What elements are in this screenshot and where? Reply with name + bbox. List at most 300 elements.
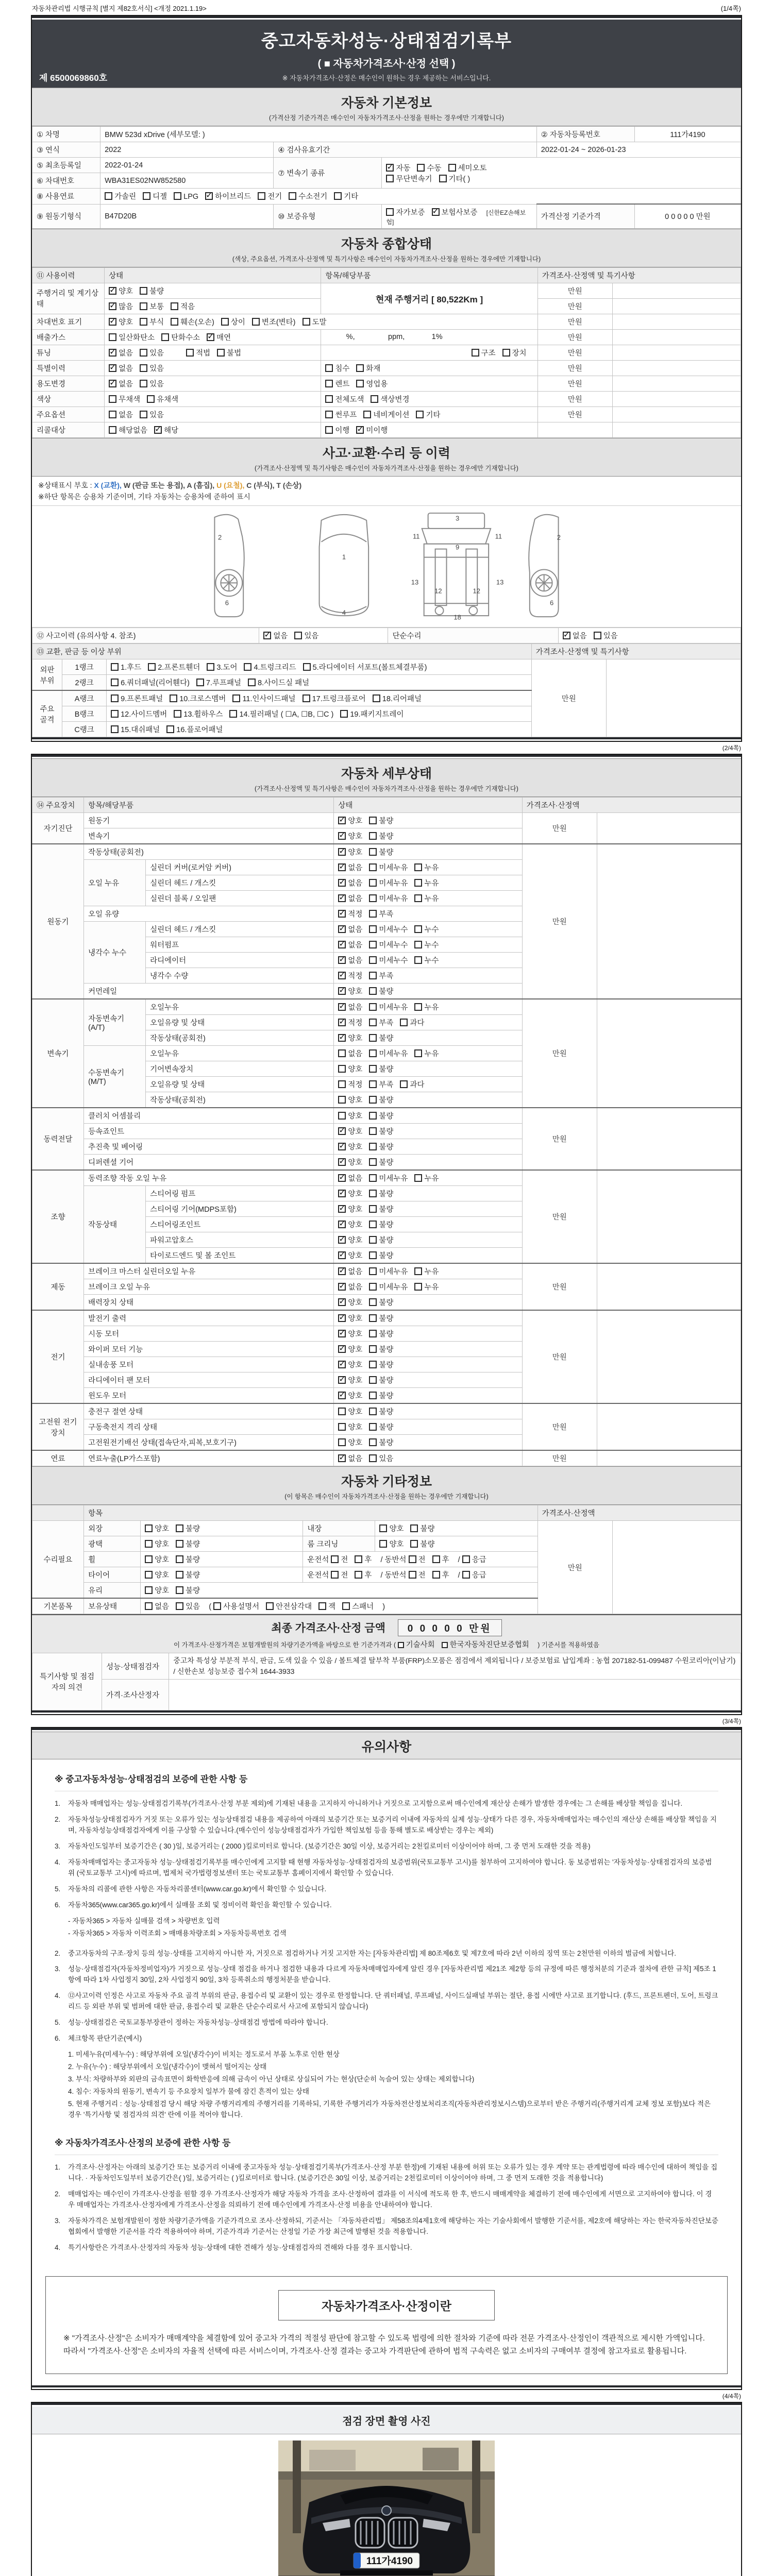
checkbox-unchecked[interactable] [221, 318, 229, 326]
checkbox-checked[interactable] [338, 863, 346, 871]
item-cell: 실린더 블록 / 오일팬 [146, 891, 334, 906]
checkbox-group-usechg-item [321, 376, 537, 391]
checkbox-unchecked[interactable] [502, 349, 510, 357]
checkbox-unchecked[interactable] [338, 1112, 346, 1120]
checkbox-unchecked[interactable] [232, 694, 240, 702]
checkbox-unchecked[interactable] [448, 164, 456, 172]
checkbox-unchecked[interactable] [369, 1019, 377, 1026]
checkbox-unchecked[interactable] [207, 663, 214, 671]
checkbox-unchecked[interactable] [196, 679, 204, 686]
option-label: 없음 [119, 364, 133, 373]
checkbox-unchecked[interactable] [145, 1555, 153, 1563]
checkbox-unchecked[interactable] [369, 1438, 377, 1446]
checkbox-checked[interactable] [154, 426, 162, 434]
checkbox-unchecked[interactable] [369, 863, 377, 871]
checkbox-option [369, 1188, 393, 1199]
checkbox-unchecked[interactable] [369, 1298, 377, 1306]
checkbox-unchecked[interactable] [338, 1423, 346, 1431]
checkbox-unchecked[interactable] [303, 318, 310, 326]
option-label: 없음 [119, 411, 133, 419]
checkbox-unchecked[interactable] [369, 1345, 377, 1353]
option-label: 적법 [196, 349, 211, 358]
checkbox-unchecked[interactable] [176, 1540, 183, 1548]
note-cell [612, 314, 741, 329]
checkbox-unchecked[interactable] [176, 1524, 183, 1532]
checkbox-unchecked[interactable] [325, 411, 333, 418]
note-cell [597, 999, 741, 1108]
checkbox-group [375, 1536, 537, 1552]
checkbox-unchecked[interactable] [414, 1003, 422, 1011]
checkbox-group [334, 1155, 522, 1171]
checkbox-option [363, 409, 409, 420]
checkbox-unchecked[interactable] [161, 333, 169, 341]
checkbox-checked[interactable] [338, 1251, 346, 1259]
checkbox-unchecked[interactable] [145, 1540, 153, 1548]
checkbox-checked[interactable] [563, 632, 570, 639]
row-label: 색상 [32, 391, 105, 406]
option-label: 매연 [216, 333, 231, 342]
checkbox-group [334, 1124, 522, 1139]
checkbox-unchecked[interactable] [170, 694, 177, 702]
checkbox-unchecked[interactable] [369, 894, 377, 902]
checkbox-option [248, 677, 309, 688]
checkbox-unchecked[interactable] [369, 1454, 377, 1462]
note-cell [612, 406, 741, 422]
checkbox-unchecked[interactable] [248, 679, 256, 686]
checkbox-unchecked[interactable] [294, 632, 302, 639]
checkbox-unchecked[interactable] [369, 1127, 377, 1135]
checkbox-group-emission [105, 329, 321, 345]
row-label: 특별이력 [32, 360, 105, 376]
checkbox-unchecked[interactable] [414, 1267, 422, 1275]
checkbox-unchecked[interactable] [432, 1571, 440, 1579]
checkbox-unchecked[interactable] [140, 380, 147, 387]
checkbox-unchecked[interactable] [340, 710, 348, 718]
checkbox-unchecked[interactable] [145, 1586, 153, 1594]
checkbox-unchecked[interactable] [174, 710, 181, 718]
checkbox-checked[interactable] [338, 1376, 346, 1384]
checkbox-unchecked[interactable] [369, 1190, 377, 1197]
checkbox-checked[interactable] [338, 941, 346, 948]
checkbox-option [338, 877, 362, 888]
checkbox-unchecked[interactable] [111, 694, 119, 702]
checkbox-unchecked[interactable] [111, 663, 119, 671]
checkbox-unchecked[interactable] [334, 192, 342, 200]
option-label: 불량 [379, 849, 394, 857]
note-cell [612, 376, 741, 391]
checkbox-checked[interactable] [338, 987, 346, 995]
checkbox-unchecked[interactable] [140, 302, 147, 310]
checkbox-unchecked[interactable] [409, 1555, 416, 1563]
checkbox-unchecked[interactable] [369, 1376, 377, 1384]
checkbox-checked[interactable] [109, 287, 116, 295]
checkbox-checked[interactable] [338, 956, 346, 964]
photo-section-title: 점검 장면 촬영 사진 [32, 2406, 741, 2434]
checkbox-unchecked[interactable] [303, 694, 310, 702]
checkbox-unchecked[interactable] [369, 1423, 377, 1431]
checkbox-option [205, 191, 251, 201]
checkbox-unchecked[interactable] [369, 1314, 377, 1322]
car-damage-diagram [32, 506, 741, 628]
checkbox-checked[interactable] [338, 1454, 346, 1462]
checkbox-unchecked[interactable] [342, 1602, 350, 1610]
checkbox-group [334, 1295, 522, 1311]
checkbox-unchecked[interactable] [213, 1602, 221, 1610]
option-label: 양호 [348, 817, 363, 826]
checkbox-checked[interactable] [338, 832, 346, 840]
checkbox-option [355, 1554, 372, 1565]
checkbox-unchecked[interactable] [369, 879, 377, 887]
checkbox-option [416, 409, 440, 420]
row-label: 차대번호 표기 [32, 314, 105, 329]
checkbox-unchecked[interactable] [338, 1065, 346, 1073]
checkbox-unchecked[interactable] [331, 1555, 339, 1563]
checkbox-checked[interactable] [338, 1143, 346, 1150]
checkbox-unchecked[interactable] [369, 1158, 377, 1166]
checkbox-checked[interactable] [109, 318, 116, 326]
checkbox-unchecked[interactable] [369, 1330, 377, 1337]
checkbox-checked[interactable] [338, 1158, 346, 1166]
checkbox-unchecked[interactable] [369, 910, 377, 918]
checkbox-checked[interactable] [338, 1345, 346, 1353]
checkbox-unchecked[interactable] [414, 863, 422, 871]
checkbox-option [371, 394, 409, 404]
checkbox-unchecked[interactable] [325, 364, 333, 372]
section-other [32, 1466, 741, 1505]
checkbox-unchecked[interactable] [331, 1571, 339, 1579]
checkbox-checked[interactable] [338, 894, 346, 902]
checkbox-checked[interactable] [338, 925, 346, 933]
option-label: 부족 [379, 1081, 394, 1090]
option-label: 불량 [379, 1423, 394, 1432]
checkbox-unchecked[interactable] [379, 1524, 387, 1532]
checkbox-checked[interactable] [338, 1190, 346, 1197]
checkbox-option [338, 1266, 362, 1277]
checkbox-unchecked[interactable] [338, 1049, 346, 1057]
checkbox-checked[interactable] [338, 972, 346, 979]
checkbox-unchecked[interactable] [369, 1267, 377, 1275]
checkbox-unchecked[interactable] [369, 941, 377, 948]
checkbox-unchecked[interactable] [109, 426, 116, 434]
checkbox-group [141, 1552, 303, 1567]
checkbox-unchecked[interactable] [140, 287, 147, 295]
checkbox-unchecked[interactable] [289, 192, 296, 200]
checkbox-unchecked[interactable] [369, 987, 377, 995]
group-label: 전기 [32, 1310, 84, 1403]
checkbox-unchecked[interactable] [416, 411, 424, 418]
checkbox-unchecked[interactable] [252, 318, 260, 326]
checkbox-unchecked[interactable] [414, 1049, 422, 1057]
checkbox-unchecked[interactable] [217, 349, 225, 357]
checkbox-unchecked[interactable] [369, 1236, 377, 1244]
checkbox-group [334, 1015, 522, 1030]
checkbox-option [338, 970, 362, 981]
checkbox-unchecked[interactable] [369, 1143, 377, 1150]
checkbox-unchecked[interactable] [148, 663, 156, 671]
checkbox-unchecked[interactable] [176, 1586, 183, 1594]
checkbox-checked[interactable] [263, 632, 271, 639]
checkbox-unchecked[interactable] [176, 1555, 183, 1563]
checkbox-unchecked[interactable] [176, 1602, 183, 1610]
checkbox-unchecked[interactable] [369, 1283, 377, 1291]
checkbox-unchecked[interactable] [369, 1065, 377, 1073]
checkbox-checked[interactable] [338, 1034, 346, 1042]
checkbox-unchecked[interactable] [369, 1205, 377, 1213]
checkbox-unchecked[interactable] [356, 380, 364, 387]
option-label: 안전삼각대 [276, 1603, 312, 1612]
checkbox-option [448, 162, 487, 173]
field-label: ⑥ 차대번호 [32, 173, 100, 189]
note-cell [612, 422, 741, 437]
group-label-frame: 주요 골격 [32, 690, 62, 737]
checkbox-unchecked[interactable] [325, 426, 333, 434]
checkbox-unchecked[interactable] [140, 318, 147, 326]
checkbox-unchecked[interactable] [166, 725, 174, 733]
checkbox-unchecked[interactable] [356, 364, 364, 372]
checkbox-checked[interactable] [338, 1283, 346, 1291]
checkbox-unchecked[interactable] [355, 1571, 362, 1579]
checkbox-unchecked[interactable] [111, 679, 119, 686]
checkbox-unchecked[interactable] [373, 694, 380, 702]
checkbox-unchecked[interactable] [414, 925, 422, 933]
checkbox-unchecked[interactable] [171, 302, 178, 310]
checkbox-unchecked[interactable] [369, 1221, 377, 1228]
checkbox-checked[interactable] [338, 1298, 346, 1306]
checkbox-unchecked[interactable] [369, 1251, 377, 1259]
checkbox-unchecked[interactable] [414, 894, 422, 902]
seat-label: 운전석 [307, 1571, 329, 1580]
price-cell: 만원 [522, 1450, 597, 1466]
checkbox-unchecked[interactable] [369, 1174, 377, 1182]
checkbox-group [334, 1170, 522, 1186]
option-label: 양호 [348, 1206, 363, 1214]
checkbox-unchecked[interactable] [369, 1080, 377, 1088]
code-t: T (손상) [276, 481, 302, 489]
checkbox-option [340, 708, 404, 719]
checkbox-option [338, 1048, 362, 1059]
item-cell: 스티어링조인트 [146, 1217, 334, 1232]
checkbox-unchecked[interactable] [109, 411, 116, 418]
checkbox-unchecked[interactable] [442, 1642, 448, 1648]
checkbox-checked[interactable] [338, 817, 346, 824]
checkbox-checked[interactable] [432, 208, 440, 216]
checkbox-checked[interactable] [338, 1267, 346, 1275]
checkbox-checked[interactable] [205, 192, 213, 200]
page-marker-2: (2/4쪽) [722, 744, 741, 752]
checkbox-unchecked[interactable] [145, 1602, 153, 1610]
checkbox-unchecked[interactable] [462, 1555, 470, 1563]
section-other-title: 자동차 기타정보 [341, 1475, 432, 1489]
item-cell: 오일유량 및 상태 [146, 1077, 334, 1092]
checkbox-unchecked[interactable] [338, 1438, 346, 1446]
checkbox-unchecked[interactable] [266, 1602, 274, 1610]
item-cell: 타이로드엔드 및 볼 조인트 [146, 1248, 334, 1264]
checkbox-unchecked[interactable] [369, 956, 377, 964]
checkbox-option [369, 1110, 393, 1121]
checkbox-option [145, 1523, 169, 1534]
option-label: 상이 [230, 318, 245, 327]
checkbox-checked[interactable] [356, 426, 364, 434]
checkbox-unchecked[interactable] [338, 1408, 346, 1415]
checkbox-checked[interactable] [338, 1221, 346, 1228]
checkbox-checked[interactable] [386, 164, 394, 172]
checkbox-checked[interactable] [109, 302, 116, 310]
checkbox-unchecked[interactable] [355, 1555, 362, 1563]
col-header: 가격조사·산정액 및 특기사항 [537, 267, 741, 283]
checkbox-unchecked[interactable] [174, 192, 181, 200]
checkbox-unchecked[interactable] [414, 941, 422, 948]
checkbox-unchecked[interactable] [369, 832, 377, 840]
checkbox-unchecked[interactable] [105, 192, 112, 200]
page-top-bar [32, 1728, 741, 1732]
checkbox-unchecked[interactable] [410, 1524, 418, 1532]
checkbox-checked[interactable] [338, 910, 346, 918]
checkbox-option [171, 301, 195, 312]
checkbox-unchecked[interactable] [369, 1408, 377, 1415]
checkbox-checked[interactable] [338, 1127, 346, 1135]
checkbox-unchecked[interactable] [244, 663, 251, 671]
checkbox-option [400, 1017, 424, 1028]
checkbox-unchecked[interactable] [147, 395, 155, 403]
checkbox-checked[interactable] [338, 1330, 346, 1337]
checkbox-checked[interactable] [338, 1392, 346, 1399]
checkbox-unchecked[interactable] [386, 208, 394, 216]
checkbox-unchecked[interactable] [409, 1571, 416, 1579]
checkbox-unchecked[interactable] [369, 817, 377, 824]
checkbox-option [338, 846, 362, 857]
option-label: 없음 [572, 632, 587, 641]
checkbox-unchecked[interactable] [258, 192, 265, 200]
checkbox-group-option-item [321, 406, 537, 422]
option-label: 부족 [379, 1019, 394, 1028]
checkbox-unchecked[interactable] [171, 318, 178, 326]
checkbox-unchecked[interactable] [439, 175, 447, 182]
checkbox-checked[interactable] [109, 364, 116, 372]
checkbox-unchecked[interactable] [111, 725, 119, 733]
option-label: 4.트렁크리드 [254, 664, 296, 672]
checkbox-unchecked[interactable] [369, 1034, 377, 1042]
checkbox-unchecked[interactable] [369, 972, 377, 979]
checkbox-unchecked[interactable] [369, 1049, 377, 1057]
section-accident-title: 사고·교환·수리 등 이력 [323, 446, 450, 461]
checkbox-unchecked[interactable] [414, 879, 422, 887]
checkbox-group [375, 1521, 537, 1536]
checkbox-unchecked[interactable] [325, 380, 333, 387]
checkbox-unchecked[interactable] [432, 1555, 440, 1563]
checkbox-checked[interactable] [338, 879, 346, 887]
checkbox-option [409, 1569, 426, 1580]
checkbox-option [338, 1313, 362, 1324]
checkbox-option [369, 1079, 393, 1090]
checkbox-checked[interactable] [109, 349, 116, 357]
checkbox-unchecked[interactable] [140, 364, 147, 372]
checkbox-unchecked[interactable] [414, 1174, 422, 1182]
subgroup-label: 수동변속기 (M/T) [84, 1046, 146, 1108]
checkbox-option [229, 708, 333, 719]
option-label: 양호 [348, 1159, 363, 1167]
checkbox-checked[interactable] [338, 1003, 346, 1011]
checkbox-checked[interactable] [338, 1236, 346, 1244]
checkbox-checked[interactable] [338, 1314, 346, 1322]
checkbox-unchecked[interactable] [109, 333, 116, 341]
checkbox-option [196, 677, 241, 688]
checkbox-unchecked[interactable] [369, 925, 377, 933]
checkbox-unchecked[interactable] [145, 1524, 153, 1532]
checkbox-unchecked[interactable] [338, 1096, 346, 1104]
checkbox-unchecked[interactable] [338, 1080, 346, 1088]
checkbox-checked[interactable] [207, 333, 214, 341]
checkbox-checked[interactable] [338, 1174, 346, 1182]
option-label: 양호 [348, 1346, 363, 1354]
checkbox-option [109, 332, 155, 343]
checkbox-unchecked[interactable] [462, 1571, 470, 1579]
group-label: 변속기 [32, 999, 84, 1108]
checkbox-unchecked[interactable] [140, 349, 147, 357]
checkbox-checked[interactable] [338, 1205, 346, 1213]
checkbox-unchecked[interactable] [369, 848, 377, 856]
checkbox-unchecked[interactable] [369, 1096, 377, 1104]
item-cell: 오일누유 [146, 999, 334, 1015]
checkbox-unchecked[interactable] [111, 710, 119, 718]
checkbox-option [244, 662, 296, 672]
checkbox-unchecked[interactable] [109, 395, 116, 403]
checkbox-unchecked[interactable] [398, 1642, 404, 1648]
checkbox-unchecked[interactable] [371, 395, 378, 403]
checkbox-unchecked[interactable] [369, 1392, 377, 1399]
checkbox-unchecked[interactable] [414, 1283, 422, 1291]
checkbox-unchecked[interactable] [400, 1019, 408, 1026]
checkbox-unchecked[interactable] [303, 663, 311, 671]
checkbox-unchecked[interactable] [386, 175, 394, 182]
checkbox-group-rank1 [107, 659, 532, 675]
checkbox-unchecked[interactable] [379, 1540, 387, 1548]
checkbox-unchecked[interactable] [363, 411, 371, 418]
option-label: 미세누수 [379, 957, 408, 965]
checkbox-unchecked[interactable] [410, 1540, 418, 1548]
checkbox-unchecked[interactable] [417, 164, 425, 172]
checkbox-unchecked[interactable] [145, 1571, 153, 1579]
checkbox-checked[interactable] [338, 1019, 346, 1026]
note-cell [606, 659, 741, 737]
checkbox-unchecked[interactable] [369, 1003, 377, 1011]
checkbox-unchecked[interactable] [229, 710, 237, 718]
checkbox-unchecked[interactable] [472, 349, 479, 357]
checkbox-option [386, 162, 410, 173]
checkbox-unchecked[interactable] [594, 632, 601, 639]
checkbox-option [111, 708, 167, 719]
option-label: 불량 [186, 1525, 200, 1534]
checkbox-option [432, 1569, 449, 1580]
notice-subitem: 5. 현재 주행거리 : 성능·상태점검 당시 해당 차량 주행거리계의 주행거리를 기록하되, 기록한 주행거리가 자동차전산정보처리조직(자동차관리정보시스템)으로부터 받은 주행거리(주행거리계 교체 정보 포함)보다 적은 경우 '특기사항 및 점검자의 의견' 란에 이를 적어야 합니다. [68, 2099, 711, 2119]
checkbox-unchecked[interactable] [140, 411, 147, 418]
checkbox-checked[interactable] [109, 380, 116, 387]
notice-item: 2. 매매업자는 매수인이 가격조사·산정을 원할 경우 가격조사·산정자가 해당 자동차 가격을 조사·산정하여 결과를 이 서식에 적도록 한 후, 반드시 매매계약을 체결하기 전에 매수인에게 서면으로 고지하여야 합니다. 이 경우 매매업자는 가격조사·산정자에게 가격조사·산정을 의뢰하기 전에 매수인에게 가격조사·산정 비용을 안내하여야 합니다. [55, 2190, 712, 2209]
checkbox-unchecked[interactable] [325, 395, 333, 403]
checkbox-unchecked[interactable] [369, 1112, 377, 1120]
checkbox-option [369, 1375, 393, 1385]
checkbox-unchecked[interactable] [143, 192, 150, 200]
checkbox-unchecked[interactable] [414, 956, 422, 964]
option-label: 불량 [379, 817, 394, 826]
checkbox-unchecked[interactable] [400, 1080, 408, 1088]
checkbox-unchecked[interactable] [369, 1361, 377, 1368]
checkbox-unchecked[interactable] [186, 349, 194, 357]
checkbox-checked[interactable] [338, 1361, 346, 1368]
checkbox-unchecked[interactable] [318, 1602, 326, 1610]
checkbox-unchecked[interactable] [176, 1571, 183, 1579]
checkbox-group-color [105, 391, 321, 406]
checkbox-checked[interactable] [338, 848, 346, 856]
